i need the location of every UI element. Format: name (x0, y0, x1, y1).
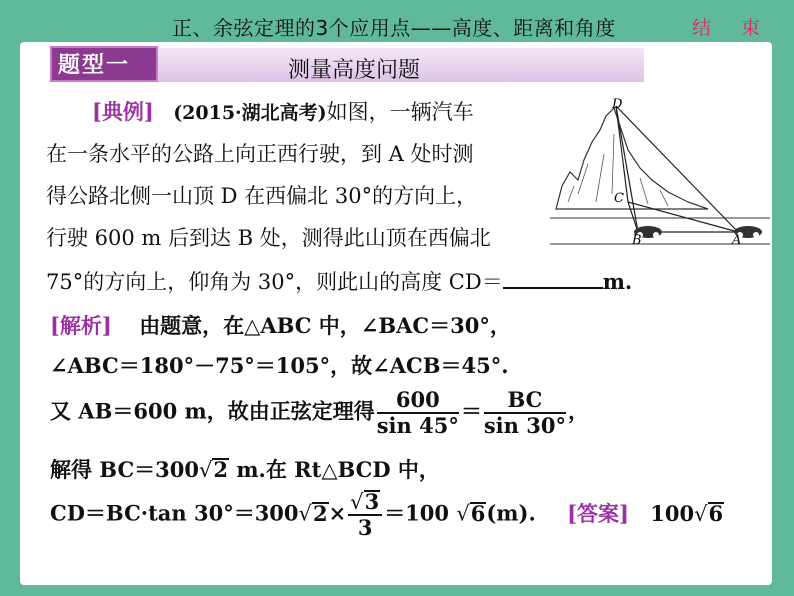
solution-line-2: ∠ABC＝180°－75°＝105°，故∠ACB＝45°. (50, 353, 509, 378)
problem-line-1: [典例] (2015·湖北高考)如图，一辆汽车 (92, 99, 474, 124)
label-D: D (612, 97, 623, 112)
mountain-figure (548, 94, 772, 254)
triangle-lines (616, 106, 738, 232)
answer-blank (503, 269, 603, 289)
problem-line-2: 在一条水平的公路上向正西行驶，到 A 处时测 (46, 142, 474, 166)
problem-line-4: 行驶 600 m 后到达 B 处，测得此山顶在西偏北 (46, 226, 491, 250)
label-B: B (632, 233, 642, 248)
solution-line-4: 解得 BC＝300√2 m.在 Rt△BCD 中， (50, 457, 440, 482)
solution-line-1: [解析] 由题意，在△ABC 中，∠BAC＝30°， (50, 313, 511, 338)
example-label: [典例] (92, 99, 154, 124)
section-title: 测量高度问题 (288, 58, 421, 83)
label-A: A (732, 233, 742, 248)
section-tag-label: 题型一 (58, 53, 131, 78)
lesson-title: 正、余弦定理的3个应用点——高度、距离和角度 (172, 16, 616, 40)
solution-line-3: 又 AB＝600 m，故由正弦定理得 $\frac{600}{\sin 45^\circ}$ ＝ $\frac{BC}{\sin 30^\circ}$ ， (50, 387, 589, 438)
fraction-3: $\frac{√3}{3}$ (348, 490, 382, 540)
problem-line-3: 得公路北侧一山顶 D 在西偏北 30°的方向上， (46, 184, 478, 208)
fraction-2: $\frac{BC}{\sin 30^\circ}$ (483, 387, 566, 438)
solution-label: [解析] (50, 313, 112, 338)
label-C: C (614, 191, 624, 206)
fraction-1: $\frac{600}{\sin 45^\circ}$ (376, 387, 459, 438)
answer-label: [答案] (567, 500, 629, 526)
answer-value: 100√6 (650, 500, 724, 526)
header-bar (0, 0, 794, 40)
problem-source: (2015·湖北高考) (173, 102, 327, 124)
end-button[interactable]: 结 束 (692, 17, 773, 39)
problem-line-5: 75°的方向上，仰角为 30°，则此山的高度 CD＝ m. (46, 269, 633, 294)
solution-line-5: CD＝BC·tan 30°＝300√2× $\frac{√3}{3}$ ＝100 √6(m). [答案] 100√6 (50, 489, 724, 540)
